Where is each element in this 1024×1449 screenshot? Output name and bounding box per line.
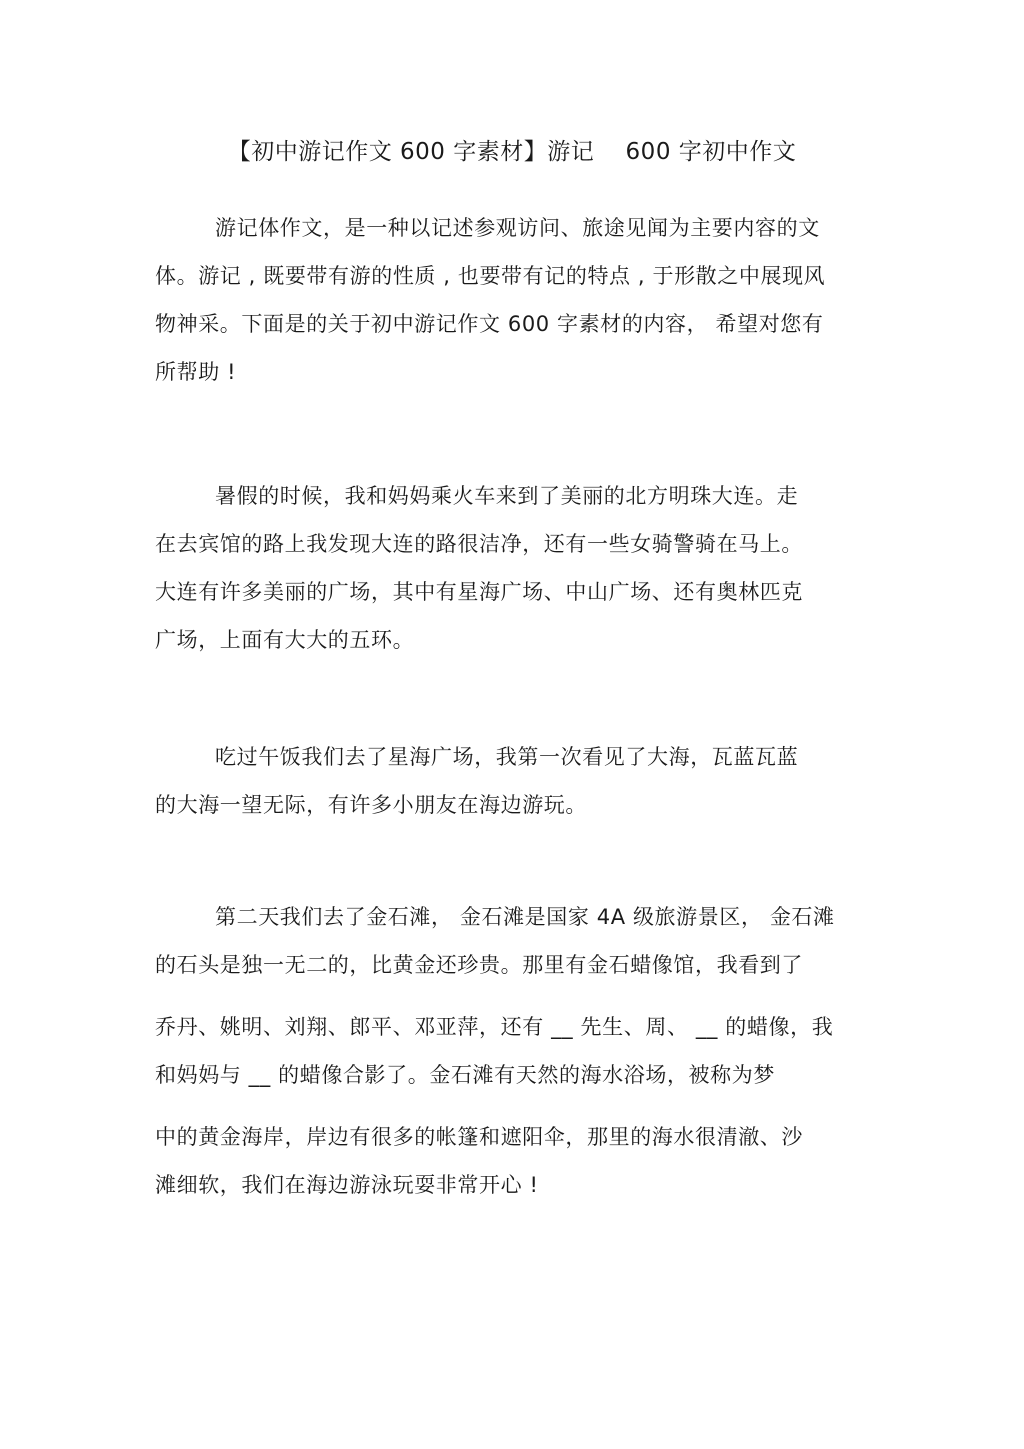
paragraph-line: 所帮助 ! (155, 360, 237, 384)
paragraph-line: 的大海一望无际，有许多小朋友在海边游玩。 (155, 793, 587, 817)
paragraph-line: 和妈妈与 __ 的蜡像合影了。金石滩有天然的海水浴场，被称为梦 (155, 1063, 775, 1087)
paragraph-line: 大连有许多美丽的广场，其中有星海广场、中山广场、还有奥林匹克 (155, 580, 803, 604)
paragraph-line: 吃过午饭我们去了星海广场，我第一次看见了大海，瓦蓝瓦蓝 (215, 745, 799, 769)
paragraph-line: 中的黄金海岸，岸边有很多的帐篷和遮阳伞，那里的海水很清澈、沙 (155, 1125, 803, 1149)
paragraph-line: 暑假的时候，我和妈妈乘火车来到了美丽的北方明珠大连。走 (215, 484, 799, 508)
paragraph-line: 广场，上面有大大的五环。 (155, 628, 415, 652)
paragraph-line: 物神采。下面是的关于初中游记作文 600 字素材的内容， 希望对您有 (155, 312, 824, 336)
paragraph-intro (155, 204, 875, 396)
paragraph-line: 在去宾馆的路上我发现大连的路很洁净，还有一些女骑警骑在马上。 (155, 532, 803, 556)
paragraph-xinghai-square (155, 733, 875, 829)
document-title: 【初中游记作文 600 字素材】游记 600 字初中作文 (227, 139, 797, 165)
paragraph-golden-pebble-beach (155, 893, 875, 1209)
paragraph-line: 第二天我们去了金石滩， 金石滩是国家 4A 级旅游景区， 金石滩 (215, 905, 835, 929)
paragraph-line: 乔丹、姚明、刘翔、郎平、邓亚萍，还有 __ 先生、周、 __ 的蜡像，我 (155, 1015, 834, 1039)
paragraph-line: 体。游记 , 既要带有游的性质 , 也要带有记的特点 , 于形散之中展现风 (155, 264, 826, 288)
paragraph-summer-trip (155, 472, 875, 664)
paragraph-line: 的石头是独一无二的，比黄金还珍贵。那里有金石蜡像馆，我看到了 (155, 953, 803, 977)
paragraph-line: 滩细软，我们在海边游泳玩耍非常开心 ! (155, 1173, 539, 1197)
paragraph-line: 游记体作文，是一种以记述参观访问、旅途见闻为主要内容的文 (215, 216, 820, 240)
